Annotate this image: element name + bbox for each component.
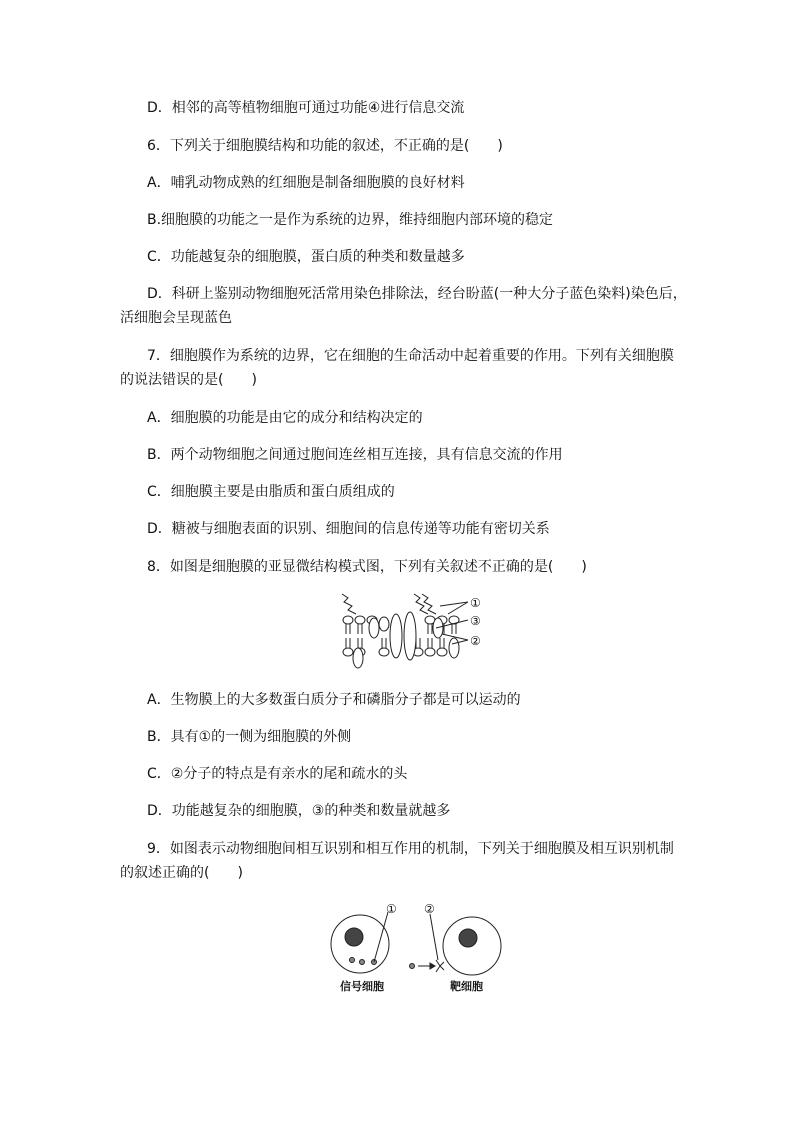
q7-option-b: B．两个动物细胞之间通过胞间连丝相互连接，具有信息交流的作用 [147, 447, 563, 463]
q7-option-a: A．细胞膜的功能是由它的成分和结构决定的 [147, 410, 423, 426]
q6-option-d-line1: D．科研上鉴别动物细胞死活常用染色排除法，经台盼蓝(一种大分子蓝色染料)染色后， [147, 286, 687, 302]
q6-stem: 6．下列关于细胞膜结构和功能的叙述，不正确的是( ) [147, 138, 503, 154]
cell-signaling-figure [330, 900, 510, 1000]
q9-stem-line2: 的叙述正确的( ) [120, 865, 243, 881]
q6-option-b: B.细胞膜的功能之一是作为系统的边界，维持细胞内部环境的稳定 [147, 212, 554, 228]
q8-option-c: C．②分子的特点是有亲水的尾和疏水的头 [147, 766, 408, 782]
vesicle-1 [350, 958, 355, 963]
q9-stem-line1: 9．如图表示动物细胞间相互识别和相互作用的机制，下列关于细胞膜及相互识别机制 [147, 841, 674, 857]
fig-label-2: ② [470, 634, 481, 648]
fig-label-3: ③ [470, 614, 481, 628]
q7-option-d: D．糖被与细胞表面的识别、细胞间的信息传递等功能有密切关系 [147, 521, 550, 537]
q8-stem: 8．如图是细胞膜的亚显微结构模式图，下列有关叙述不正确的是( ) [147, 559, 587, 575]
q6-option-c: C．功能越复杂的细胞膜，蛋白质的种类和数量越多 [147, 249, 465, 265]
receptor [436, 960, 444, 972]
q5-option-d: D．相邻的高等植物细胞可通过功能④进行信息交流 [147, 100, 465, 116]
signal-cell-nucleus [345, 928, 363, 946]
signal-cell-label: 信号细胞 [340, 980, 384, 993]
target-cell-nucleus [459, 929, 477, 947]
q7-stem-line2: 的说法错误的是( ) [120, 372, 257, 388]
q7-stem-line1: 7．细胞膜作为系统的边界，它在细胞的生命活动中起着重要的作用。下列有关细胞膜 [147, 348, 674, 364]
q7-option-c: C．细胞膜主要是由脂质和蛋白质组成的 [147, 484, 395, 500]
q8-option-b: B．具有①的一侧为细胞膜的外侧 [147, 729, 352, 745]
fig-label-1: ① [386, 902, 397, 916]
signal-molecule [410, 964, 415, 969]
fig-label-2: ② [424, 902, 435, 916]
q6-option-d-line2: 活细胞会呈现蓝色 [120, 310, 232, 326]
glycocalyx-chains [342, 594, 436, 614]
target-cell-label: 靶细胞 [450, 980, 483, 993]
q8-option-d: D．功能越复杂的细胞膜，③的种类和数量就越多 [147, 803, 451, 819]
membrane-figure [330, 588, 500, 670]
vesicle-2 [360, 960, 365, 965]
q8-option-a: A．生物膜上的大多数蛋白质分子和磷脂分子都是可以运动的 [147, 692, 521, 708]
fig-label-1: ① [470, 596, 481, 610]
q6-option-a: A．哺乳动物成熟的红细胞是制备细胞膜的良好材料 [147, 175, 465, 191]
